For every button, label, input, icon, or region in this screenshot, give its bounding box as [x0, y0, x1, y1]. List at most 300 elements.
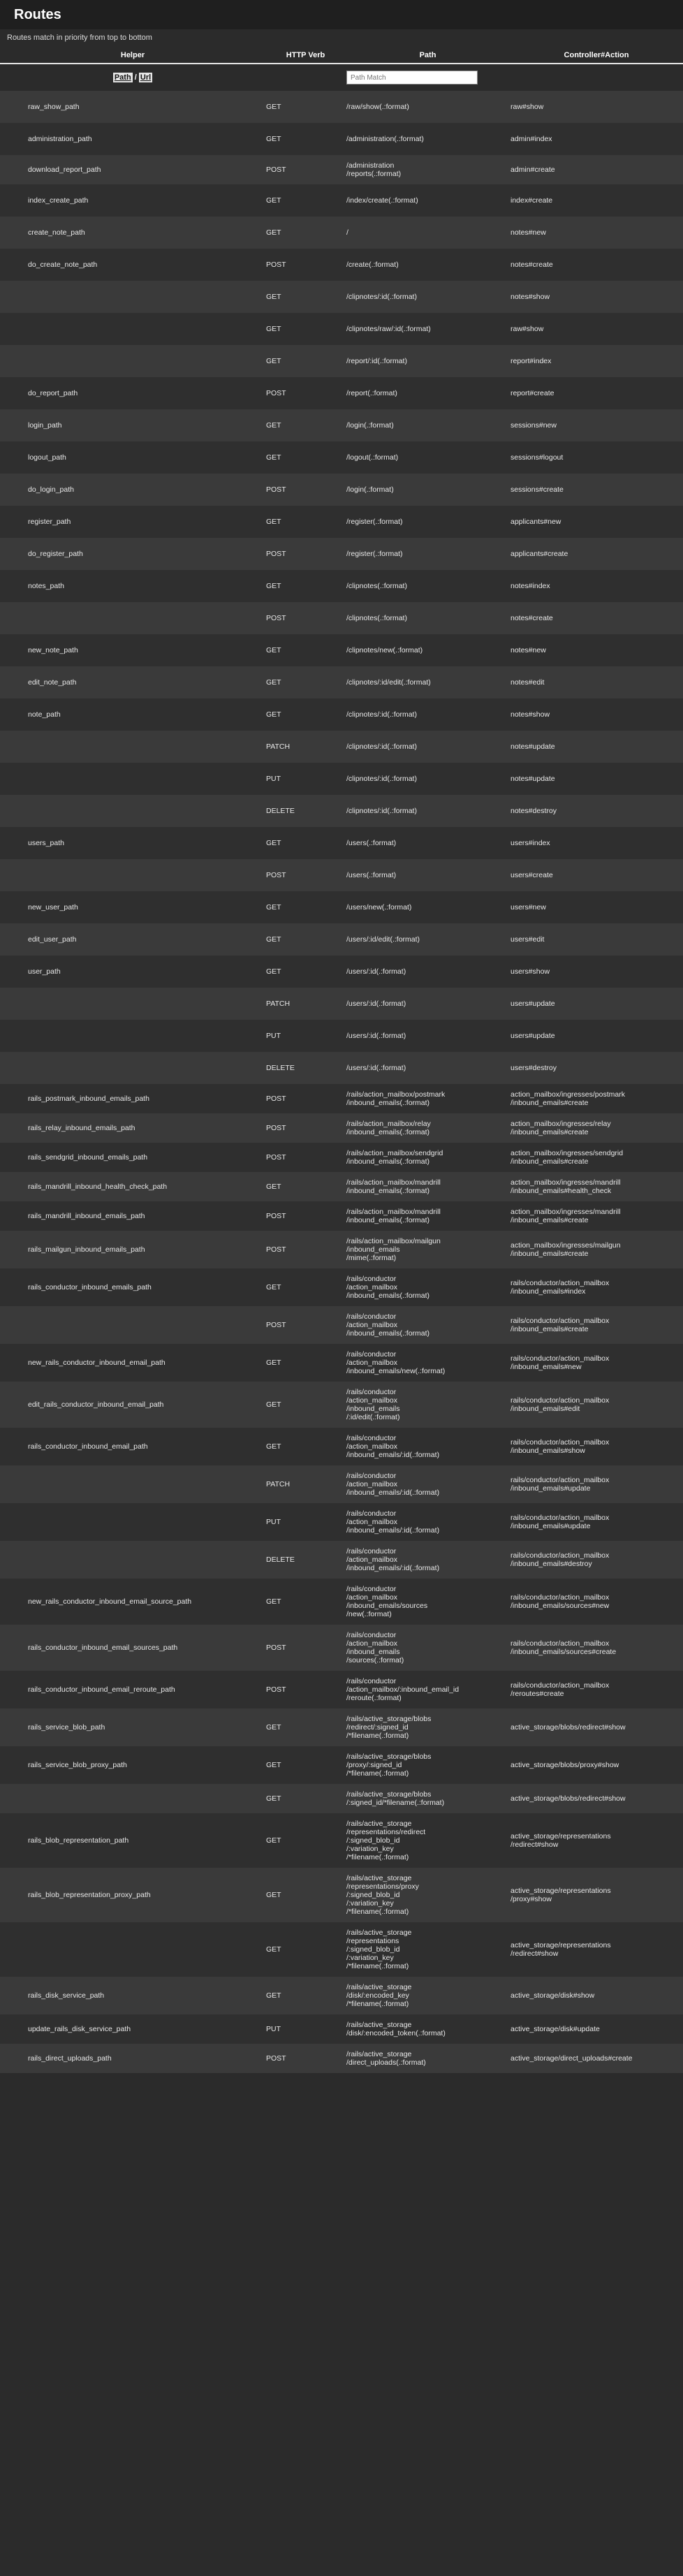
route-helper — [0, 1503, 265, 1541]
route-path: /clipnotes/:id(.:format) — [346, 293, 417, 301]
route-action: admin#index — [511, 135, 552, 143]
route-path: /report(.:format) — [346, 389, 397, 397]
route-helper: rails_conductor_inbound_email_reroute_path — [28, 1685, 175, 1694]
route-path: /administration /reports(.:format) — [346, 161, 402, 178]
route-action: rails/conductor/action_mailbox /inbound_emails#update — [511, 1476, 610, 1493]
route-path: /register(.:format) — [346, 518, 403, 526]
route-path: /clipnotes(.:format) — [346, 582, 407, 590]
route-verb: GET — [266, 967, 281, 976]
route-helper: rails_blob_representation_path — [28, 1836, 129, 1845]
route-helper — [0, 763, 265, 795]
table-row — [0, 538, 683, 570]
table-row — [0, 1746, 683, 1784]
table-row — [0, 698, 683, 731]
table-row — [0, 1231, 683, 1268]
route-action: notes#show — [511, 710, 550, 719]
route-verb: GET — [266, 135, 281, 143]
route-path: /create(.:format) — [346, 261, 399, 269]
route-helper: new_rails_conductor_inbound_email_source_path — [28, 1597, 192, 1606]
route-action: action_mailbox/ingresses/mandrill /inbound_emails#health_check — [511, 1178, 621, 1195]
route-verb: GET — [266, 453, 281, 462]
route-helper: users_path — [28, 839, 64, 847]
route-verb: GET — [266, 421, 281, 430]
route-path: /rails/action_mailbox/sendgrid /inbound_emails(.:format) — [346, 1149, 443, 1166]
path-toggle-link[interactable]: Path — [114, 73, 131, 82]
table-row — [0, 1201, 683, 1231]
route-verb: GET — [266, 582, 281, 590]
route-helper: note_path — [28, 710, 61, 719]
route-action: action_mailbox/ingresses/sendgrid /inbound_emails#create — [511, 1149, 624, 1166]
table-row — [0, 1784, 683, 1813]
table-row — [0, 1428, 683, 1465]
route-action: admin#create — [511, 166, 555, 174]
route-helper — [0, 281, 265, 313]
route-helper: rails_mandrill_inbound_emails_path — [28, 1212, 145, 1220]
route-action: active_storage/direct_uploads#create — [511, 2054, 633, 2063]
route-action: sessions#logout — [511, 453, 564, 462]
route-path: /rails/conductor /action_mailbox/:inbound_email_id /reroute(.:format) — [346, 1677, 460, 1702]
route-action: notes#show — [511, 293, 550, 301]
route-helper: rails_mailgun_inbound_emails_path — [28, 1245, 145, 1254]
route-helper: new_note_path — [28, 646, 78, 654]
route-verb: GET — [266, 1723, 281, 1732]
table-row — [0, 1382, 683, 1428]
route-verb: PATCH — [266, 1000, 291, 1008]
route-helper — [0, 988, 265, 1020]
route-path: /clipnotes/raw/:id(.:format) — [346, 325, 431, 333]
route-action: rails/conductor/action_mailbox /reroutes#create — [511, 1681, 610, 1698]
route-path: /rails/conductor /action_mailbox /inbound_emails /:id/edit(.:format) — [346, 1388, 400, 1421]
helper-toggle — [0, 64, 265, 91]
route-action: sessions#create — [511, 485, 564, 494]
priority-note: Routes match in priority from top to bottom — [7, 34, 152, 42]
url-toggle-link[interactable]: Url — [140, 73, 152, 82]
route-verb: GET — [266, 518, 281, 526]
route-path: /report/:id(.:format) — [346, 357, 407, 365]
route-path: /clipnotes/:id(.:format) — [346, 807, 417, 815]
route-path: /login(.:format) — [346, 421, 394, 430]
column-header-path: Path — [346, 49, 510, 64]
route-verb: GET — [266, 228, 281, 237]
route-verb: GET — [266, 1891, 281, 1899]
route-action: action_mailbox/ingresses/postmark /inbound_emails#create — [511, 1090, 625, 1107]
route-path: /administration(.:format) — [346, 135, 424, 143]
route-verb: GET — [266, 1283, 281, 1291]
column-header-helper: Helper — [0, 49, 265, 64]
route-verb: PUT — [266, 1032, 281, 1040]
table-row — [0, 1541, 683, 1579]
route-action: report#index — [511, 357, 552, 365]
table-row — [0, 1868, 683, 1922]
route-verb: GET — [266, 103, 281, 111]
route-verb: GET — [266, 1400, 281, 1409]
route-helper: do_register_path — [28, 550, 83, 558]
table-row — [0, 795, 683, 827]
table-row — [0, 1503, 683, 1541]
route-helper: rails_service_blob_proxy_path — [28, 1761, 127, 1769]
route-verb: PATCH — [266, 1480, 291, 1488]
route-verb: POST — [266, 1095, 286, 1103]
route-helper: do_login_path — [28, 485, 74, 494]
table-row — [0, 1708, 683, 1746]
route-verb: POST — [266, 1245, 286, 1254]
route-verb: DELETE — [266, 807, 295, 815]
table-row — [0, 123, 683, 155]
route-helper: rails_postmark_inbound_emails_path — [28, 1095, 149, 1103]
route-path: /clipnotes/:id(.:format) — [346, 710, 417, 719]
route-action: users#update — [511, 1000, 555, 1008]
route-path: /raw/show(.:format) — [346, 103, 409, 111]
table-row — [0, 827, 683, 859]
route-helper: do_create_note_path — [28, 261, 98, 269]
route-helper: rails_service_blob_path — [28, 1723, 105, 1732]
table-row — [0, 956, 683, 988]
route-path: /rails/action_mailbox/mandrill /inbound_emails(.:format) — [346, 1178, 441, 1195]
route-action: raw#show — [511, 325, 544, 333]
route-action: rails/conductor/action_mailbox /inbound_emails#show — [511, 1438, 610, 1455]
route-verb: GET — [266, 293, 281, 301]
table-row — [0, 731, 683, 763]
route-verb: GET — [266, 196, 281, 205]
route-action: users#update — [511, 1032, 555, 1040]
route-helper: create_note_path — [28, 228, 85, 237]
table-row — [0, 1465, 683, 1503]
table-row — [0, 345, 683, 377]
route-verb: POST — [266, 1644, 286, 1652]
page-header — [0, 0, 683, 29]
column-header-verb: HTTP Verb — [265, 49, 346, 64]
table-row — [0, 409, 683, 441]
route-path: /users/:id(.:format) — [346, 967, 406, 976]
table-row — [0, 1268, 683, 1306]
route-path: /rails/conductor /action_mailbox /inbound_emails/new(.:format) — [346, 1350, 446, 1375]
route-action: action_mailbox/ingresses/mandrill /inbound_emails#create — [511, 1208, 621, 1224]
route-verb: GET — [266, 839, 281, 847]
route-action: notes#update — [511, 775, 555, 783]
route-action: sessions#new — [511, 421, 557, 430]
route-action: notes#create — [511, 614, 553, 622]
route-path: /index/create(.:format) — [346, 196, 418, 205]
route-action: rails/conductor/action_mailbox /inbound_emails/sources#new — [511, 1593, 610, 1610]
route-path: /users/:id/edit(.:format) — [346, 935, 420, 944]
route-verb: POST — [266, 1153, 286, 1162]
route-verb: POST — [266, 1685, 286, 1694]
route-helper: logout_path — [28, 453, 66, 462]
route-path: /users(.:format) — [346, 839, 397, 847]
route-path: /users/:id(.:format) — [346, 1000, 406, 1008]
route-helper: notes_path — [28, 582, 64, 590]
toggle-separator: / — [134, 73, 137, 82]
table-row — [0, 249, 683, 281]
route-action: active_storage/representations /proxy#show — [511, 1887, 611, 1903]
route-path: /rails/active_storage /representations/redirect /:signed_blob_id /:variation_key /*filename(.:format) — [346, 1820, 426, 1861]
route-path: /register(.:format) — [346, 550, 403, 558]
route-helper: index_create_path — [28, 196, 89, 205]
route-path: /clipnotes/:id(.:format) — [346, 775, 417, 783]
route-action: rails/conductor/action_mailbox /inbound_emails#create — [511, 1317, 610, 1333]
route-helper — [0, 602, 265, 634]
table-row — [0, 1625, 683, 1671]
table-row — [0, 2014, 683, 2044]
route-verb: GET — [266, 1761, 281, 1769]
route-path: /rails/conductor /action_mailbox /inbound_emails/:id(.:format) — [346, 1472, 440, 1497]
route-helper — [0, 1306, 265, 1344]
route-helper: new_rails_conductor_inbound_email_path — [28, 1359, 166, 1367]
table-row — [0, 1977, 683, 2014]
table-row — [0, 2044, 683, 2073]
route-helper: edit_note_path — [28, 678, 77, 687]
route-path: /rails/conductor /action_mailbox /inbound_emails/sources /new(.:format) — [346, 1585, 428, 1618]
route-helper — [0, 313, 265, 345]
route-action: active_storage/blobs/redirect#show — [511, 1794, 626, 1803]
table-row — [0, 859, 683, 891]
route-action: applicants#new — [511, 518, 561, 526]
route-verb: GET — [266, 678, 281, 687]
route-verb: POST — [266, 2054, 286, 2063]
route-verb: POST — [266, 166, 286, 174]
table-row — [0, 1084, 683, 1113]
route-verb: GET — [266, 1359, 281, 1367]
route-helper: rails_mandrill_inbound_health_check_path — [28, 1183, 168, 1191]
route-helper: update_rails_disk_service_path — [28, 2025, 131, 2033]
route-path: /rails/action_mailbox/mandrill /inbound_emails(.:format) — [346, 1208, 441, 1224]
route-verb: POST — [266, 389, 286, 397]
route-helper: raw_show_path — [28, 103, 80, 111]
route-path: /rails/conductor /action_mailbox /inbound_emails/:id(.:format) — [346, 1547, 440, 1572]
route-helper: rails_conductor_inbound_email_sources_path — [28, 1644, 178, 1652]
table-row — [0, 763, 683, 795]
route-action: applicants#create — [511, 550, 568, 558]
route-verb: PUT — [266, 1518, 281, 1526]
route-action: active_storage/blobs/redirect#show — [511, 1723, 626, 1732]
route-verb: GET — [266, 357, 281, 365]
route-helper — [0, 795, 265, 827]
route-helper — [0, 859, 265, 891]
route-verb: GET — [266, 935, 281, 944]
table-row — [0, 1306, 683, 1344]
table-row — [0, 155, 683, 184]
route-path: /users(.:format) — [346, 871, 397, 879]
route-path: /rails/conductor /action_mailbox /inbound_emails/:id(.:format) — [346, 1434, 440, 1459]
filter-spacer — [265, 64, 346, 91]
route-verb: POST — [266, 614, 286, 622]
table-row — [0, 1172, 683, 1201]
route-helper — [0, 1784, 265, 1813]
route-path: /users/:id(.:format) — [346, 1064, 406, 1072]
route-verb: GET — [266, 646, 281, 654]
route-verb: POST — [266, 485, 286, 494]
table-row — [0, 988, 683, 1020]
route-verb: GET — [266, 903, 281, 912]
route-verb: GET — [266, 325, 281, 333]
route-path: /rails/active_storage/blobs /redirect/:signed_id /*filename(.:format) — [346, 1715, 432, 1740]
route-action: notes#destroy — [511, 807, 557, 815]
route-action: index#create — [511, 196, 553, 205]
route-helper: new_user_path — [28, 903, 78, 912]
table-row — [0, 923, 683, 956]
route-action: users#show — [511, 967, 550, 976]
route-path: /rails/conductor /action_mailbox /inbound_emails/:id(.:format) — [346, 1509, 440, 1535]
route-helper: rails_direct_uploads_path — [28, 2054, 112, 2063]
route-action: rails/conductor/action_mailbox /inbound_emails#index — [511, 1279, 610, 1296]
route-helper: rails_relay_inbound_emails_path — [28, 1124, 135, 1132]
route-action: rails/conductor/action_mailbox /inbound_emails#destroy — [511, 1551, 610, 1568]
route-helper: rails_sendgrid_inbound_emails_path — [28, 1153, 148, 1162]
route-verb: GET — [266, 1991, 281, 2000]
route-helper: edit_user_path — [28, 935, 77, 944]
table-row — [0, 1052, 683, 1084]
route-action: notes#new — [511, 228, 546, 237]
route-path: /clipnotes(.:format) — [346, 614, 407, 622]
route-action: rails/conductor/action_mailbox /inbound_emails#edit — [511, 1396, 610, 1413]
route-helper — [0, 345, 265, 377]
route-path: /clipnotes/:id(.:format) — [346, 742, 417, 751]
route-path: /rails/active_storage /representations /:signed_blob_id /:variation_key /*filename(.:format) — [346, 1929, 412, 1970]
table-row — [0, 1020, 683, 1052]
table-row — [0, 506, 683, 538]
route-path: /clipnotes/new(.:format) — [346, 646, 423, 654]
table-row — [0, 1579, 683, 1625]
route-verb: POST — [266, 550, 286, 558]
path-match-input[interactable] — [346, 71, 478, 85]
route-verb: GET — [266, 1442, 281, 1451]
route-action: notes#new — [511, 646, 546, 654]
table-row — [0, 217, 683, 249]
table-row — [0, 891, 683, 923]
route-helper: administration_path — [28, 135, 92, 143]
route-action: raw#show — [511, 103, 544, 111]
table-row — [0, 602, 683, 634]
route-action: notes#index — [511, 582, 550, 590]
route-verb: POST — [266, 1212, 286, 1220]
table-row — [0, 184, 683, 217]
table-row — [0, 1113, 683, 1143]
table-row — [0, 91, 683, 123]
route-path: /rails/active_storage /representations/proxy /:signed_blob_id /:variation_key /*filename(.:format) — [346, 1874, 419, 1916]
route-helper: login_path — [28, 421, 62, 430]
route-helper — [0, 1020, 265, 1052]
route-helper — [0, 1052, 265, 1084]
route-path: /rails/conductor /action_mailbox /inbound_emails(.:format) — [346, 1312, 430, 1338]
routes-table — [0, 49, 683, 2073]
route-action: users#destroy — [511, 1064, 557, 1072]
table-row — [0, 1922, 683, 1977]
route-helper: register_path — [28, 518, 71, 526]
route-helper: user_path — [28, 967, 61, 976]
table-row — [0, 377, 683, 409]
page-title: Routes — [14, 6, 61, 22]
route-path: /rails/active_storage /disk/:encoded_key /*filename(.:format) — [346, 1983, 412, 2008]
table-row — [0, 1344, 683, 1382]
route-helper: download_report_path — [28, 166, 101, 174]
route-action: active_storage/blobs/proxy#show — [511, 1761, 619, 1769]
route-action: rails/conductor/action_mailbox /inbound_emails#new — [511, 1354, 610, 1371]
route-helper: rails_disk_service_path — [28, 1991, 105, 2000]
route-verb: GET — [266, 1836, 281, 1845]
table-row — [0, 634, 683, 666]
route-path: /rails/action_mailbox/relay /inbound_emails(.:format) — [346, 1120, 431, 1136]
route-action: notes#edit — [511, 678, 545, 687]
route-path: /rails/conductor /action_mailbox /inbound_emails(.:format) — [346, 1275, 430, 1300]
route-action: active_storage/disk#update — [511, 2025, 600, 2033]
table-row — [0, 570, 683, 602]
route-path: /rails/active_storage/blobs /:signed_id/*filename(.:format) — [346, 1790, 445, 1807]
table-row — [0, 666, 683, 698]
route-verb: PUT — [266, 775, 281, 783]
route-action: notes#update — [511, 742, 555, 751]
route-path: /rails/active_storage /disk/:encoded_token(.:format) — [346, 2021, 446, 2037]
route-action: active_storage/disk#show — [511, 1991, 595, 2000]
route-helper: edit_rails_conductor_inbound_email_path — [28, 1400, 164, 1409]
route-helper: do_report_path — [28, 389, 78, 397]
route-action: active_storage/representations /redirect#show — [511, 1832, 611, 1849]
route-path: /rails/active_storage /direct_uploads(.:format) — [346, 2050, 426, 2067]
route-verb: POST — [266, 871, 286, 879]
route-action: report#create — [511, 389, 555, 397]
route-verb: DELETE — [266, 1556, 295, 1564]
route-helper — [0, 1541, 265, 1579]
table-row — [0, 1671, 683, 1708]
route-verb: POST — [266, 261, 286, 269]
route-verb: PUT — [266, 2025, 281, 2033]
route-verb: GET — [266, 1597, 281, 1606]
route-verb: PATCH — [266, 742, 291, 751]
route-helper — [0, 1922, 265, 1977]
route-verb: GET — [266, 1183, 281, 1191]
route-action: action_mailbox/ingresses/mailgun /inbound_emails#create — [511, 1241, 621, 1258]
route-verb: GET — [266, 710, 281, 719]
route-path: /rails/conductor /action_mailbox /inbound_emails /sources(.:format) — [346, 1631, 404, 1664]
filter-row — [0, 64, 683, 91]
route-verb: GET — [266, 1794, 281, 1803]
route-action: users#index — [511, 839, 550, 847]
filter-spacer — [510, 64, 683, 91]
route-path: /logout(.:format) — [346, 453, 399, 462]
table-row — [0, 281, 683, 313]
column-header-action: Controller#Action — [510, 49, 683, 64]
table-header-row — [0, 49, 683, 64]
route-path: / — [346, 228, 348, 237]
route-verb: POST — [266, 1321, 286, 1329]
route-action: action_mailbox/ingresses/relay /inbound_emails#create — [511, 1120, 611, 1136]
route-action: users#new — [511, 903, 546, 912]
route-path: /users/new(.:format) — [346, 903, 412, 912]
route-helper — [0, 731, 265, 763]
route-helper: rails_conductor_inbound_emails_path — [28, 1283, 152, 1291]
route-action: active_storage/representations /redirect#show — [511, 1941, 611, 1958]
table-row — [0, 1143, 683, 1172]
route-path: /rails/active_storage/blobs /proxy/:signed_id /*filename(.:format) — [346, 1752, 432, 1778]
route-verb: GET — [266, 1945, 281, 1954]
route-action: notes#create — [511, 261, 553, 269]
table-row — [0, 313, 683, 345]
route-path: /rails/action_mailbox/postmark /inbound_emails(.:format) — [346, 1090, 446, 1107]
route-action: users#edit — [511, 935, 545, 944]
table-row — [0, 474, 683, 506]
route-path: /login(.:format) — [346, 485, 394, 494]
table-row — [0, 441, 683, 474]
route-helper: rails_conductor_inbound_email_path — [28, 1442, 148, 1451]
route-path: /clipnotes/:id/edit(.:format) — [346, 678, 431, 687]
route-path: /rails/action_mailbox/mailgun /inbound_emails /mime(.:format) — [346, 1237, 441, 1262]
route-helper: rails_blob_representation_proxy_path — [28, 1891, 151, 1899]
table-row — [0, 1813, 683, 1868]
filter-cell — [346, 64, 510, 91]
route-action: rails/conductor/action_mailbox /inbound_emails/sources#create — [511, 1639, 617, 1656]
route-helper — [0, 1465, 265, 1503]
route-verb: DELETE — [266, 1064, 295, 1072]
route-action: rails/conductor/action_mailbox /inbound_emails#update — [511, 1514, 610, 1530]
